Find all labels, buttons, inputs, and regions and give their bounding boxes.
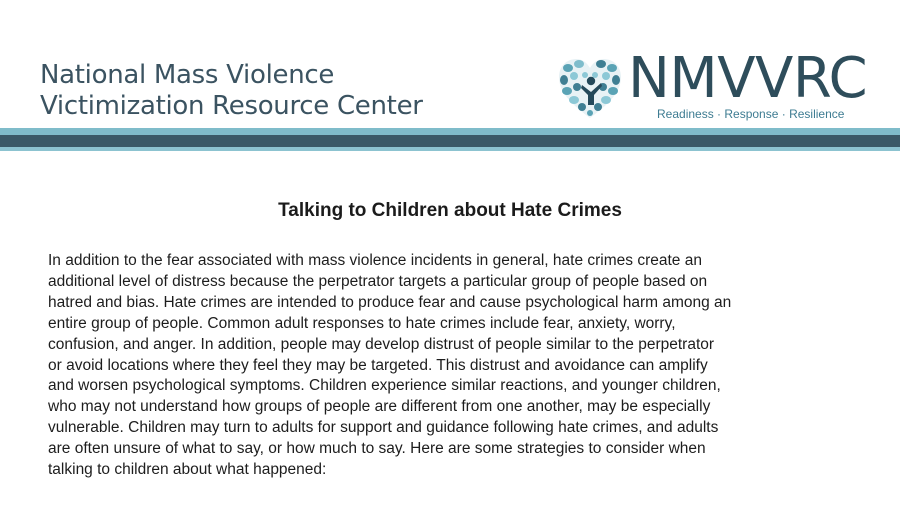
paragraph-line: vulnerable. Children may turn to adults for support and guidance following hate crimes, and adults [48,419,719,437]
paragraph-line: talking to children about what happened: [48,461,327,479]
nmvvrc-logo [555,46,885,130]
organization-name [40,60,423,122]
header-band-light [0,128,900,135]
header-band-dark [0,135,900,147]
paragraph-line: additional level of distress because the perpetrator targets a particular group of people based on [48,272,708,290]
organization-name-line-1: National Mass Violence [40,60,335,90]
organization-name-line-2: Victimization Resource Center [40,91,423,121]
logo-tagline: Readiness · Response · Resilience [657,107,845,121]
paragraph-line: are often unsure of what to say, or how much to say. Here are some strategies to consider when [48,440,706,458]
paragraph-line: In addition to the fear associated with mass violence incidents in general, hate crimes create an [48,252,702,269]
paragraph-line: and worsen psychological symptoms. Children experience similar reactions, and younger children, [48,377,721,395]
body-paragraph [48,251,858,481]
heart-mosaic-icon [555,54,625,124]
paragraph-line: entire group of people. Common adult responses to hate crimes include fear, anxiety, worry, [48,314,676,332]
logo-acronym: NMVVRC [628,46,868,111]
document-title: Talking to Children about Hate Crimes [278,200,622,221]
paragraph-line: or avoid locations where they feel they may be targeted. This distrust and avoidance can amplify [48,356,708,374]
header-band-accent [0,147,900,151]
paragraph-line: confusion, and anger. In addition, people may develop distrust of people similar to the perpetrator [48,335,715,353]
paragraph-line: who may not understand how groups of people are different from one another, may be especially [48,398,711,416]
paragraph-line: hatred and bias. Hate crimes are intended to produce fear and cause psychological harm among an [48,293,732,311]
